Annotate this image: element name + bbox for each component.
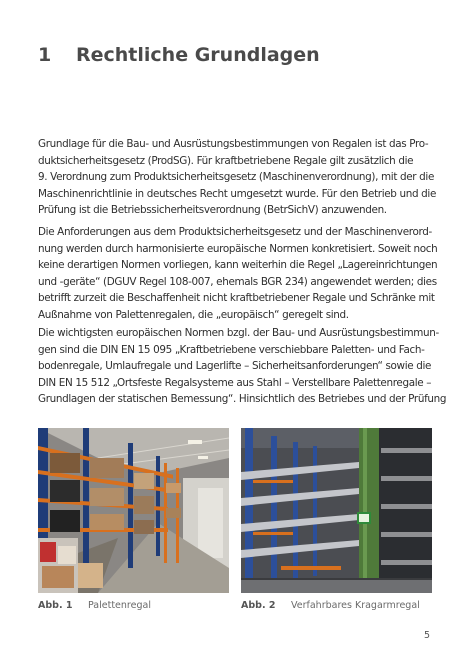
text-line: Die Anforderungen aus dem Produktsicherheitsgesetz und der Maschinenverord-: [38, 226, 432, 238]
text-line: 9. Verordnung zum Produktsicherheitsgesetz (Maschinenverordnung), mit der die: [38, 171, 434, 184]
figure-2-label: Abb. 2: [241, 600, 276, 611]
text-line: keine derartigen Normen vorliegen, kann weiterhin die Regel „Lagereinrichtungen: [38, 259, 438, 272]
cantilever-rack-photo: [241, 428, 432, 593]
text-line: Die wichtigsten europäischen Normen bzgl. der Bau- und Ausrüstungsbestimmun-: [38, 327, 439, 339]
text-line: Prüfung ist die Betriebssicherheitsverordnung (BetrSichV) anzuwenden.: [38, 204, 387, 217]
chapter-number: 1: [38, 44, 52, 66]
paragraph-1: [38, 136, 436, 219]
figure-1-text: Palettenregal: [88, 600, 151, 611]
paragraph-2: [38, 224, 438, 324]
figure-1-caption: [38, 600, 151, 611]
text-line: und -geräte“ (DGUV Regel 108-007, ehemals BGR 234) angewendet werden; dies: [38, 275, 437, 288]
paragraph-3: [38, 325, 447, 408]
text-line: bodenregale, Umlaufregale und Lagerlifte – Sicherheitsanforderungen“ sowie die: [38, 360, 432, 373]
cantilever-rack-illustration: [241, 428, 432, 593]
text-line: Grundlage für die Bau- und Ausrüstungsbestimmungen von Regalen ist das Pro-: [38, 138, 429, 150]
chapter-heading: [38, 44, 320, 66]
figure-1-label: Abb. 1: [38, 600, 73, 611]
chapter-title: Rechtliche Grundlagen: [76, 44, 320, 66]
text-line: DIN EN 15 512 „Ortsfeste Regalsysteme aus Stahl – Verstellbare Palettenregale –: [38, 376, 432, 389]
text-line: Außnahme von Palettenregalen, die „europäisch“ geregelt sind.: [38, 308, 349, 321]
pallet-rack-photo: [38, 428, 229, 593]
text-line: Grundlagen der statischen Bemessung“. Hinsichtlich des Betriebes und der Prüfung: [38, 393, 447, 406]
figure-2-caption: [241, 600, 420, 611]
text-line: gen sind die DIN EN 15 095 „Kraftbetriebene verschiebbare Paletten- und Fach-: [38, 343, 425, 356]
text-line: nung werden durch harmonisierte europäische Normen konkretisiert. Soweit noch: [38, 242, 438, 255]
text-line: betrifft zurzeit die Beschaffenheit nicht kraftbetriebener Regale und Schränke mit: [38, 292, 435, 305]
text-line: duktsicherheitsgesetz (ProdSG). Für kraftbetriebene Regale gilt zusätzlich die: [38, 154, 414, 167]
figure-2-text: Verfahrbares Kragarmregal: [291, 600, 420, 611]
page-number: 5: [423, 630, 430, 641]
pallet-rack-illustration: [38, 428, 229, 593]
text-line: Maschinenrichtlinie in deutsches Recht umgesetzt wurde. Für den Betrieb und die: [38, 187, 436, 200]
